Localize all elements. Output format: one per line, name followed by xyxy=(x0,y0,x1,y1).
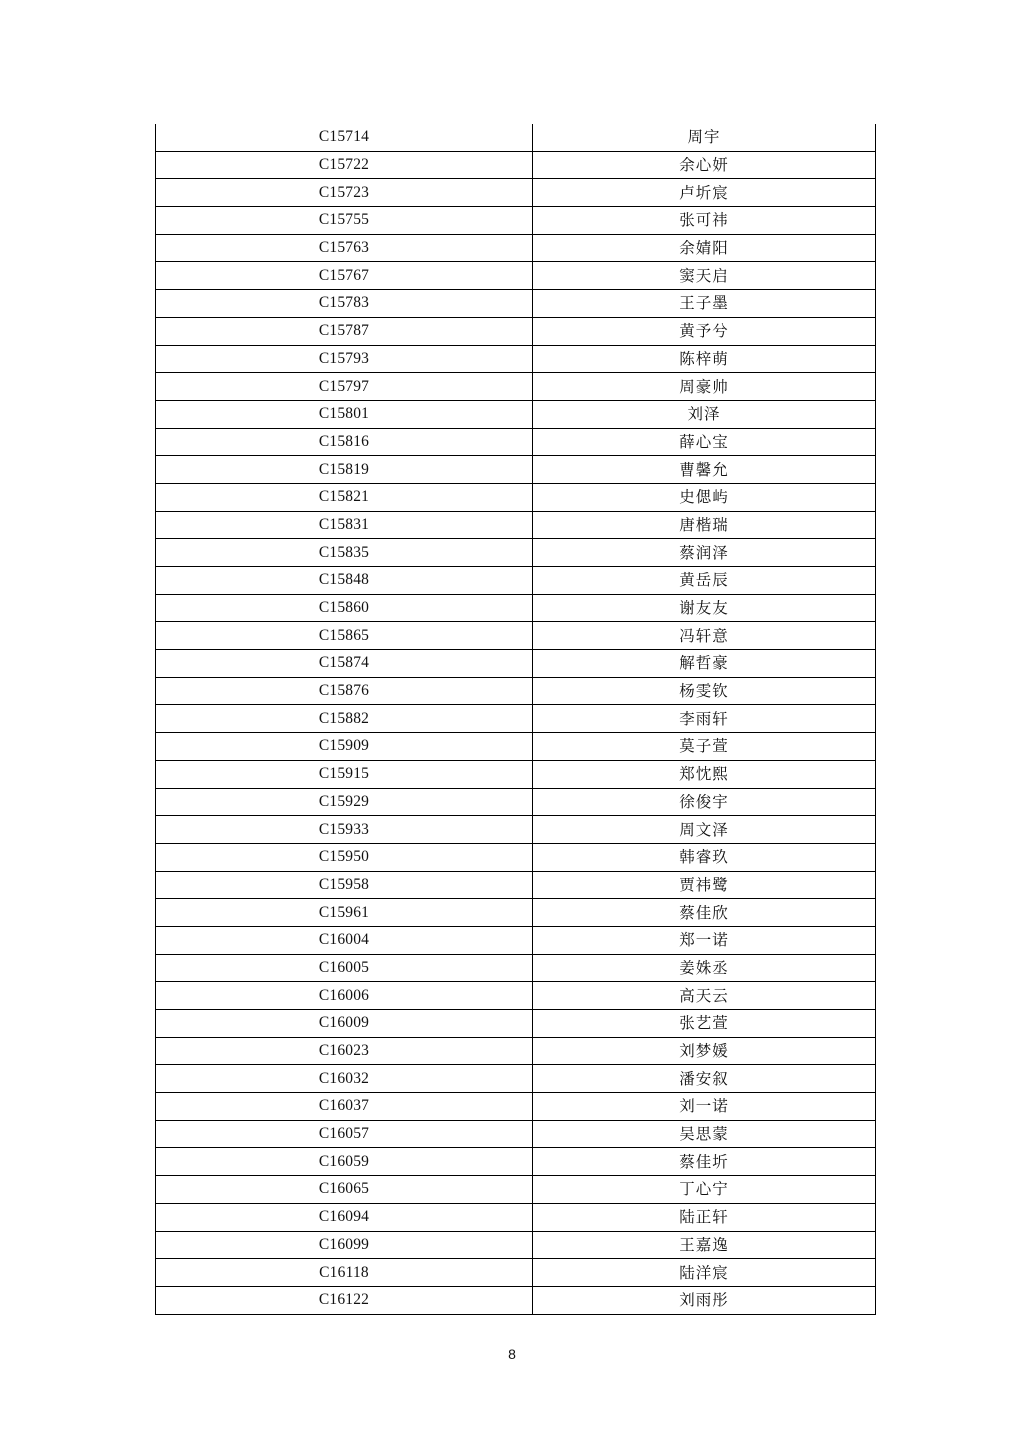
name-cell: 莫子萱 xyxy=(533,733,876,761)
table-row xyxy=(156,1148,876,1176)
id-cell: C15835 xyxy=(156,539,533,567)
table-row xyxy=(156,124,876,151)
name-cell: 蔡润泽 xyxy=(533,539,876,567)
id-cell: C16023 xyxy=(156,1037,533,1065)
table-row xyxy=(156,483,876,511)
table-row xyxy=(156,871,876,899)
id-cell: C16006 xyxy=(156,982,533,1010)
id-cell: C15882 xyxy=(156,705,533,733)
table-row xyxy=(156,1037,876,1065)
name-cell: 高天云 xyxy=(533,982,876,1010)
name-cell: 吴思蒙 xyxy=(533,1120,876,1148)
id-cell: C16094 xyxy=(156,1203,533,1231)
name-cell: 刘泽 xyxy=(533,400,876,428)
table-row xyxy=(156,677,876,705)
table-row xyxy=(156,954,876,982)
table-row xyxy=(156,1065,876,1093)
table-row xyxy=(156,843,876,871)
name-cell: 杨雯钦 xyxy=(533,677,876,705)
name-cell: 余心妍 xyxy=(533,151,876,179)
table-row xyxy=(156,982,876,1010)
table-row xyxy=(156,345,876,373)
id-cell: C15961 xyxy=(156,899,533,927)
id-cell: C15865 xyxy=(156,622,533,650)
name-cell: 解哲豪 xyxy=(533,650,876,678)
table-row xyxy=(156,733,876,761)
id-cell: C15876 xyxy=(156,677,533,705)
table-row xyxy=(156,511,876,539)
table-row xyxy=(156,1093,876,1121)
name-cell: 周豪帅 xyxy=(533,373,876,401)
id-cell: C16057 xyxy=(156,1120,533,1148)
id-cell: C16099 xyxy=(156,1231,533,1259)
id-cell: C15783 xyxy=(156,290,533,318)
table-row xyxy=(156,179,876,207)
table-row xyxy=(156,760,876,788)
name-cell: 陆正轩 xyxy=(533,1203,876,1231)
table-row xyxy=(156,567,876,595)
table-row xyxy=(156,290,876,318)
name-cell: 蔡佳欣 xyxy=(533,899,876,927)
table-row xyxy=(156,317,876,345)
id-cell: C16118 xyxy=(156,1259,533,1287)
id-cell: C15714 xyxy=(156,124,533,151)
page-number: 8 xyxy=(508,1346,516,1362)
table-row xyxy=(156,1231,876,1259)
name-cell: 黄岳辰 xyxy=(533,567,876,595)
table-row xyxy=(156,650,876,678)
id-cell: C16032 xyxy=(156,1065,533,1093)
id-cell: C15821 xyxy=(156,483,533,511)
roster-table-body xyxy=(156,124,876,1314)
id-cell: C16009 xyxy=(156,1010,533,1038)
name-cell: 陆洋宸 xyxy=(533,1259,876,1287)
id-cell: C15929 xyxy=(156,788,533,816)
name-cell: 韩睿玖 xyxy=(533,843,876,871)
roster-table xyxy=(155,124,876,1315)
table-row xyxy=(156,207,876,235)
name-cell: 谢友友 xyxy=(533,594,876,622)
id-cell: C15797 xyxy=(156,373,533,401)
table-row xyxy=(156,1259,876,1287)
name-cell: 李雨轩 xyxy=(533,705,876,733)
name-cell: 郑一诺 xyxy=(533,926,876,954)
id-cell: C16065 xyxy=(156,1176,533,1204)
name-cell: 王嘉逸 xyxy=(533,1231,876,1259)
name-cell: 刘一诺 xyxy=(533,1093,876,1121)
name-cell: 周宇 xyxy=(533,124,876,151)
name-cell: 唐楷瑞 xyxy=(533,511,876,539)
id-cell: C15819 xyxy=(156,456,533,484)
table-row xyxy=(156,1120,876,1148)
id-cell: C15950 xyxy=(156,843,533,871)
name-cell: 姜姝丞 xyxy=(533,954,876,982)
name-cell: 郑忱熙 xyxy=(533,760,876,788)
name-cell: 刘雨彤 xyxy=(533,1286,876,1314)
id-cell: C15767 xyxy=(156,262,533,290)
id-cell: C16122 xyxy=(156,1286,533,1314)
name-cell: 窦天启 xyxy=(533,262,876,290)
id-cell: C16005 xyxy=(156,954,533,982)
table-row xyxy=(156,622,876,650)
id-cell: C15915 xyxy=(156,760,533,788)
id-cell: C16037 xyxy=(156,1093,533,1121)
name-cell: 曹馨允 xyxy=(533,456,876,484)
name-cell: 冯轩意 xyxy=(533,622,876,650)
name-cell: 黄予兮 xyxy=(533,317,876,345)
id-cell: C15787 xyxy=(156,317,533,345)
table-row xyxy=(156,1203,876,1231)
name-cell: 张艺萱 xyxy=(533,1010,876,1038)
table-row xyxy=(156,373,876,401)
id-cell: C16004 xyxy=(156,926,533,954)
table-row xyxy=(156,594,876,622)
table-row xyxy=(156,539,876,567)
id-cell: C15848 xyxy=(156,567,533,595)
name-cell: 卢圻宸 xyxy=(533,179,876,207)
name-cell: 徐俊宇 xyxy=(533,788,876,816)
id-cell: C15874 xyxy=(156,650,533,678)
table-row xyxy=(156,1286,876,1314)
name-cell: 陈梓萌 xyxy=(533,345,876,373)
name-cell: 张可祎 xyxy=(533,207,876,235)
table-row xyxy=(156,151,876,179)
table-row xyxy=(156,262,876,290)
table-row xyxy=(156,788,876,816)
name-cell: 史偲屿 xyxy=(533,483,876,511)
table-row xyxy=(156,400,876,428)
table-row xyxy=(156,816,876,844)
id-cell: C15755 xyxy=(156,207,533,235)
id-cell: C16059 xyxy=(156,1148,533,1176)
id-cell: C15723 xyxy=(156,179,533,207)
table-row xyxy=(156,234,876,262)
table-row xyxy=(156,899,876,927)
id-cell: C15722 xyxy=(156,151,533,179)
table-row xyxy=(156,926,876,954)
name-cell: 贾祎鹭 xyxy=(533,871,876,899)
id-cell: C15860 xyxy=(156,594,533,622)
name-cell: 丁心宁 xyxy=(533,1176,876,1204)
name-cell: 刘梦媛 xyxy=(533,1037,876,1065)
name-cell: 薛心宝 xyxy=(533,428,876,456)
id-cell: C15958 xyxy=(156,871,533,899)
name-cell: 余婧阳 xyxy=(533,234,876,262)
name-cell: 潘安叙 xyxy=(533,1065,876,1093)
id-cell: C15831 xyxy=(156,511,533,539)
id-cell: C15816 xyxy=(156,428,533,456)
table-row xyxy=(156,1010,876,1038)
table-row xyxy=(156,456,876,484)
id-cell: C15909 xyxy=(156,733,533,761)
table-row xyxy=(156,705,876,733)
name-cell: 蔡佳圻 xyxy=(533,1148,876,1176)
name-cell: 王子墨 xyxy=(533,290,876,318)
table-row xyxy=(156,428,876,456)
id-cell: C15763 xyxy=(156,234,533,262)
table-row xyxy=(156,1176,876,1204)
name-cell: 周文泽 xyxy=(533,816,876,844)
id-cell: C15801 xyxy=(156,400,533,428)
id-cell: C15793 xyxy=(156,345,533,373)
id-cell: C15933 xyxy=(156,816,533,844)
